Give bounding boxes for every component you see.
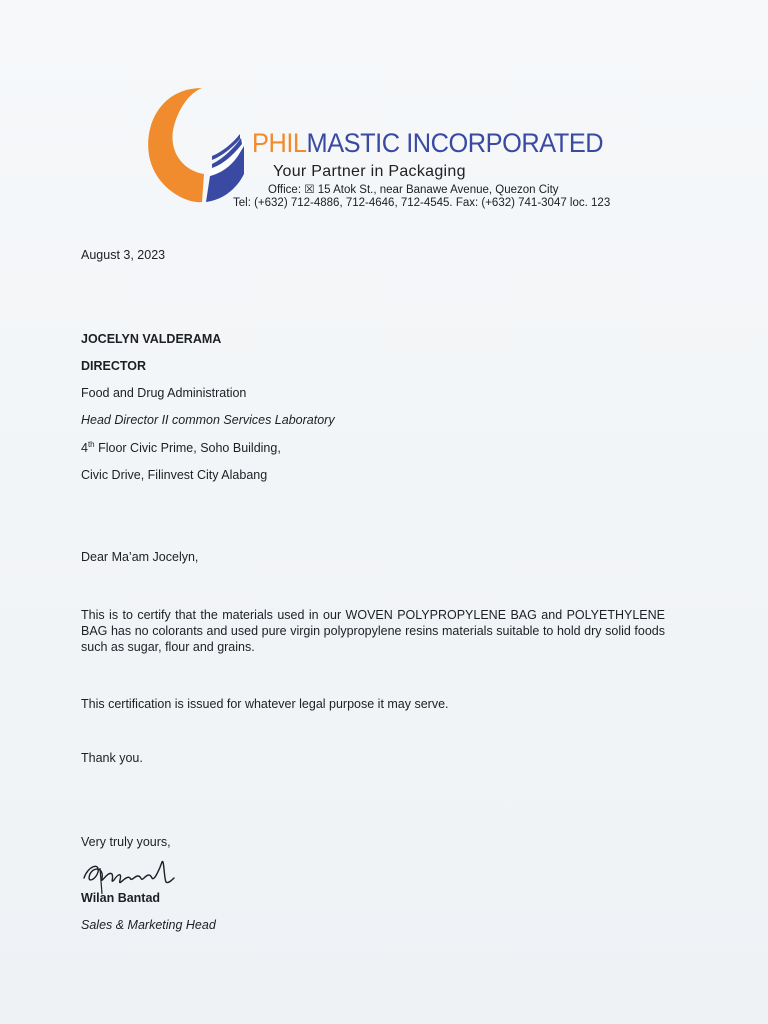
address-line1-rest: Floor Civic Prime, Soho Building,	[94, 441, 281, 455]
mail-box-icon: ☒	[304, 184, 315, 196]
office-address	[268, 182, 559, 196]
body-paragraph-certification: This is to certify that the materials used in our WOVEN POLYPROPYLENE BAG and POLYETHYLENE BAG has no colorants and used pure virgin polypropylene resins materials suitable to hold dry solid foods such as sugar, flour and grains.	[81, 608, 665, 654]
closing-line: Very truly yours,	[81, 835, 171, 849]
thanks-line: Thank you.	[81, 751, 143, 765]
office-label: Office:	[268, 184, 302, 196]
company-name-prefix: PHIL	[252, 128, 307, 158]
company-logo-icon	[140, 82, 250, 207]
office-address-text: 15 Atok St., near Banawe Avenue, Quezon City	[317, 184, 559, 196]
salutation: Dear Ma’am Jocelyn,	[81, 550, 199, 564]
signer-title: Sales & Marketing Head	[81, 918, 216, 932]
company-tagline: Your Partner in Packaging	[273, 163, 466, 180]
company-name-suffix: MASTIC INCORPORATED	[306, 128, 604, 158]
body-paragraph-purpose: This certification is issued for whatever legal purpose it may serve.	[81, 697, 449, 711]
recipient-organization: Food and Drug Administration	[81, 386, 247, 400]
recipient-address-line1	[81, 440, 281, 456]
company-name	[252, 130, 603, 157]
floor-suffix: th	[87, 439, 95, 449]
recipient-name: JOCELYN VALDERAMA	[81, 332, 222, 346]
signer-name: Wilan Bantad	[81, 891, 161, 905]
recipient-title: DIRECTOR	[81, 359, 147, 373]
letter-date: August 3, 2023	[81, 248, 166, 262]
contact-numbers: Tel: (+632) 712-4886, 712-4646, 712-4545. Fax: (+632) 741-3047 loc. 123	[233, 197, 611, 209]
floor-number: 4	[81, 441, 88, 455]
recipient-position: Head Director II common Services Laboratory	[81, 413, 335, 427]
recipient-address-line2: Civic Drive, Filinvest City Alabang	[81, 468, 268, 482]
